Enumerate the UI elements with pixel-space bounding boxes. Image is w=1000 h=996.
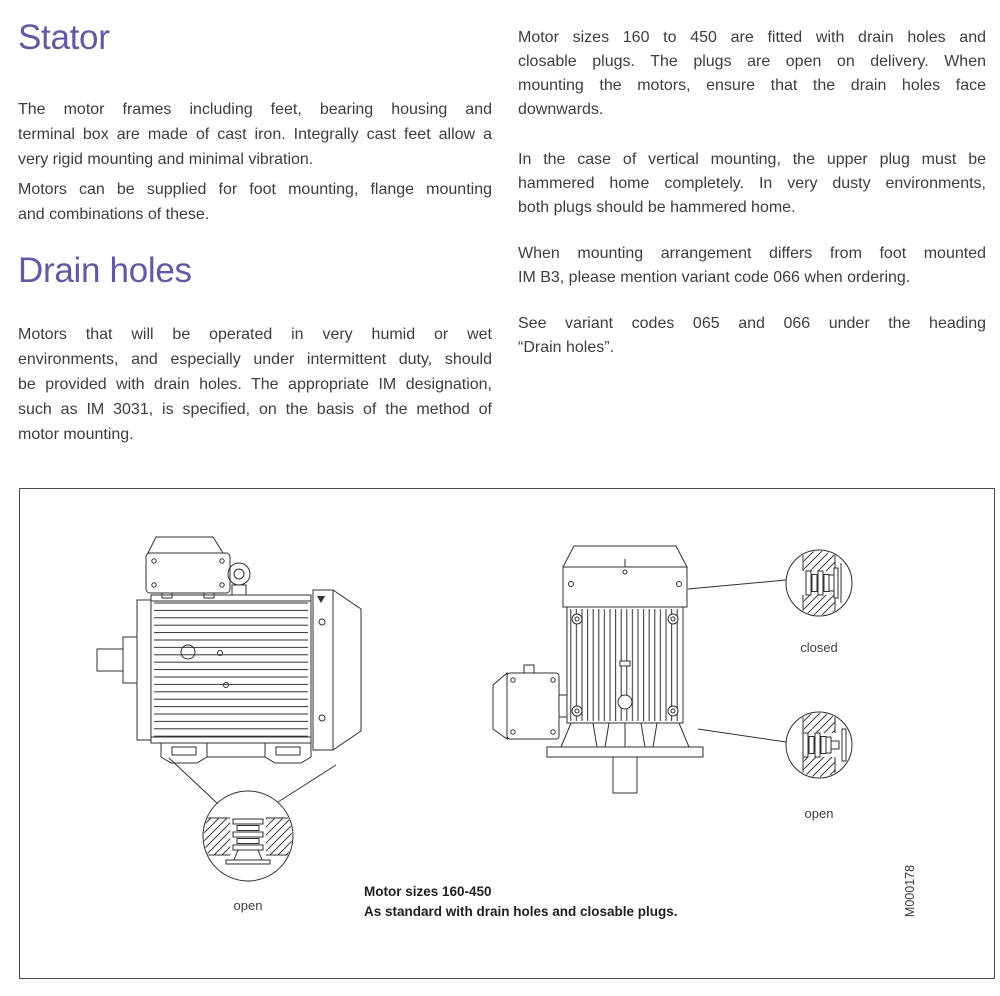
terminal-box-face — [146, 553, 230, 593]
text-line: When mounting arrangement differs from foot mounted — [518, 245, 986, 262]
figure-caption-line1: Motor sizes 160-450 — [364, 884, 492, 899]
heading-drain-holes: Drain holes — [18, 251, 192, 290]
motor-end-view-drawing — [493, 546, 703, 793]
text-line: mounting the motors, ensure that the drain holes face — [518, 77, 986, 94]
shaft — [97, 649, 123, 671]
figure-caption-line2: As standard with drain holes and closable plugs. — [364, 904, 678, 919]
text-line: Motor sizes 160 to 450 are fitted with drain holes and — [518, 29, 986, 46]
watermark-code: M000178 — [903, 864, 917, 918]
label-open-right: open — [804, 806, 834, 821]
text-line: closable plugs. The plugs are open on delivery. When — [518, 53, 986, 70]
motor-foot — [265, 743, 311, 763]
lifting-eye — [228, 563, 250, 585]
text-line: terminal box are made of cast iron. Integrally cast feet allow a — [18, 126, 492, 143]
motor-foot — [161, 743, 207, 763]
base-plate — [547, 747, 703, 757]
left-column — [18, 16, 492, 447]
direction-arrow — [317, 596, 325, 603]
paragraph-right-3 — [518, 242, 986, 290]
text-line: In the case of vertical mounting, the upper plug must be — [518, 151, 986, 168]
figure-panel — [19, 488, 995, 979]
text-line: both plugs should be hammered home. — [518, 199, 796, 216]
vertical-shaft — [613, 757, 637, 793]
paragraph-stator-2 — [18, 177, 492, 227]
text-line: downwards. — [518, 101, 604, 118]
label-open-bottom: open — [233, 898, 263, 913]
terminal-box-face — [507, 673, 559, 739]
drain-plug-detail-open-right — [786, 707, 852, 783]
text-line: Motors that will be operated in very humid or wet — [18, 326, 492, 343]
fan-cowl — [313, 590, 361, 750]
right-column — [518, 26, 986, 360]
heading-stator: Stator — [18, 18, 110, 57]
text-line: environments, and especially under intermittent duty, should — [18, 351, 492, 368]
text-line: The motor frames including feet, bearing housing and — [18, 101, 492, 118]
leader-lines-right — [688, 580, 786, 742]
text-line: Motors can be supplied for foot mounting, flange mounting — [18, 181, 492, 198]
terminal-box-top — [148, 537, 223, 553]
text-line: and combinations of these. — [18, 206, 210, 223]
paragraph-right-1 — [518, 26, 986, 122]
label-closed: closed — [800, 640, 838, 655]
paragraph-right-4 — [518, 312, 986, 360]
text-line: motor mounting. — [18, 426, 134, 443]
figure-drawing — [20, 489, 994, 978]
motor-leg — [653, 723, 689, 747]
text-line: See variant codes 065 and 066 under the heading — [518, 315, 986, 332]
text-line: IM B3, please mention variant code 066 when ordering. — [518, 269, 911, 286]
drain-plug-detail-open-bottom — [200, 791, 296, 881]
text-line: “Drain holes”. — [518, 339, 615, 356]
terminal-box-side — [493, 673, 507, 739]
motor-side-view-drawing — [97, 537, 361, 763]
drain-plug-detail-closed — [786, 545, 852, 621]
paragraph-right-2 — [518, 148, 986, 220]
motor-leg — [561, 723, 597, 747]
paragraph-stator-1 — [18, 97, 492, 172]
text-line: very rigid mounting and minimal vibration. — [18, 151, 314, 168]
text-line: such as IM 3031, is specified, on the basis of the method of — [18, 401, 492, 418]
text-line: be provided with drain holes. The appropriate IM designation, — [18, 376, 492, 393]
paragraph-drain-holes-1 — [18, 322, 492, 447]
text-line: hammered home completely. In very dusty environments, — [518, 175, 986, 192]
